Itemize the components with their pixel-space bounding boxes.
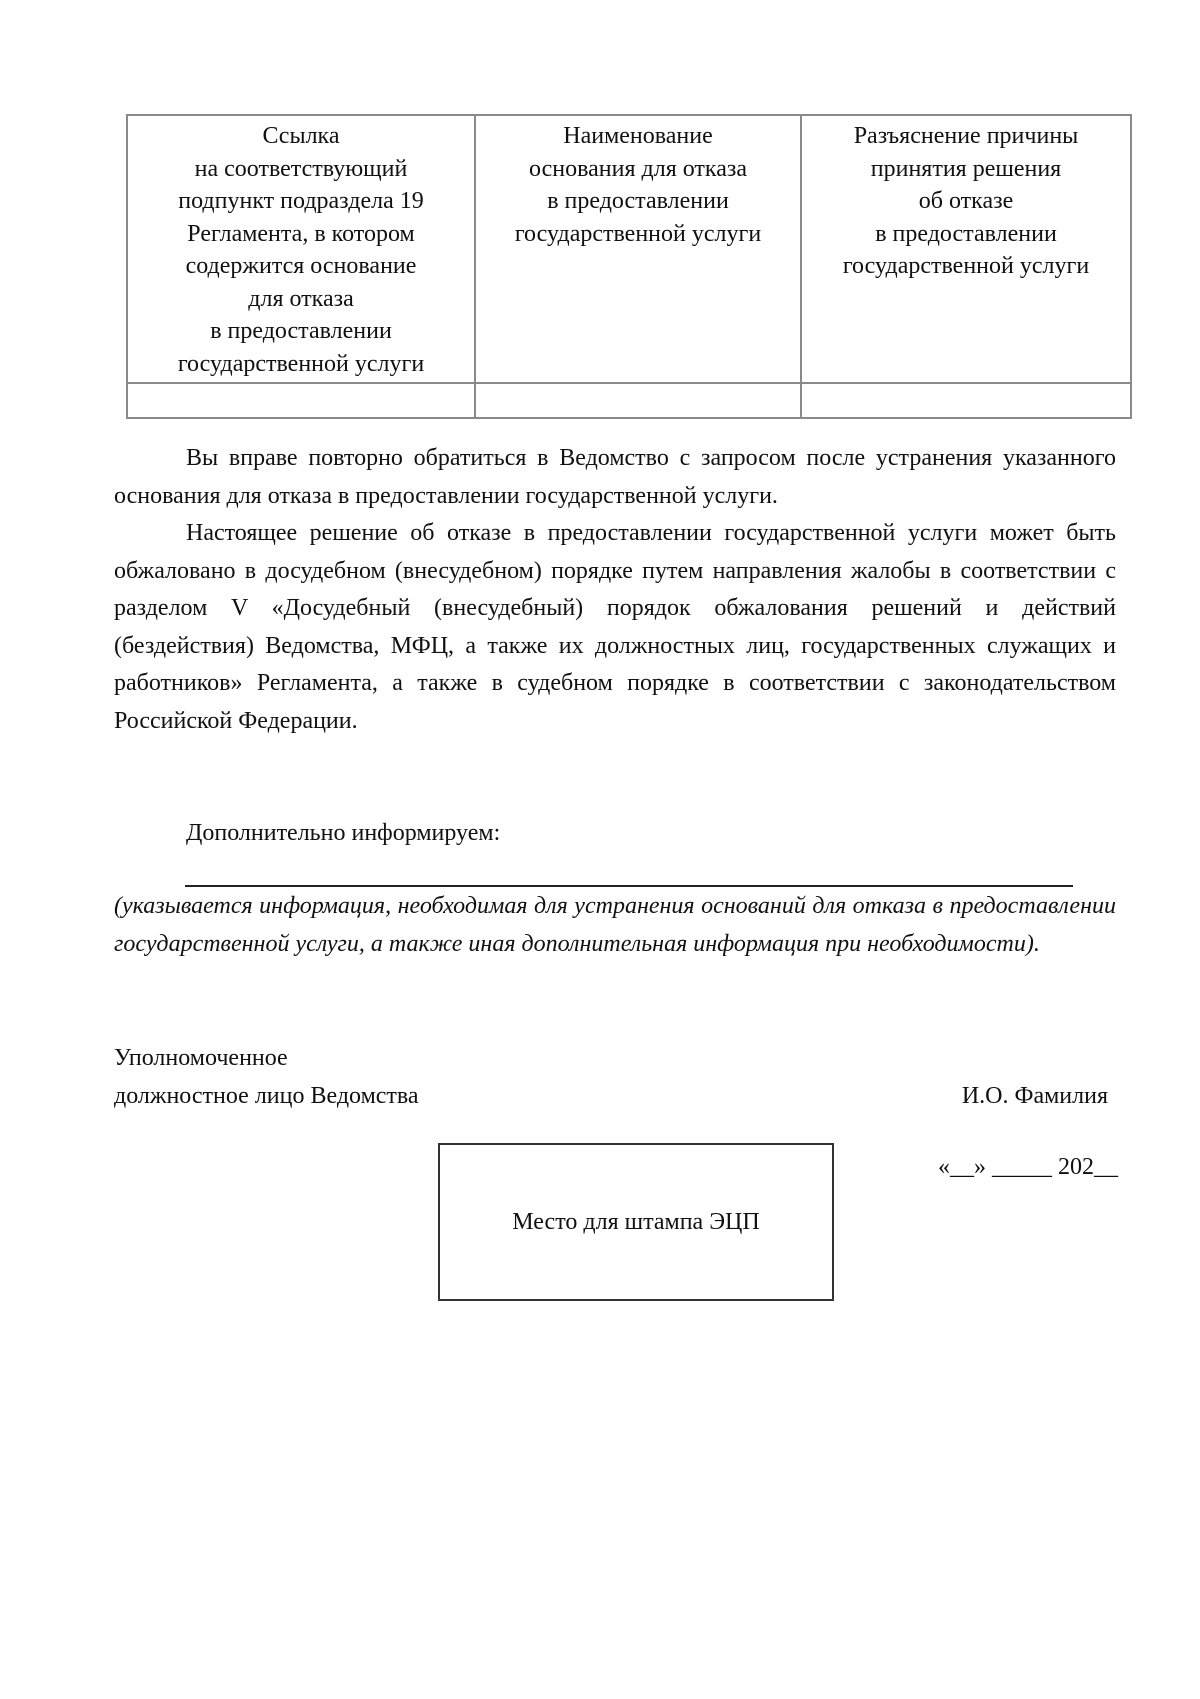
header-regulation-reference: Ссылка на соответствующий подпункт подраздела 19 Регламента, в котором содержится основание для отказа в предоставлении государственной услуги bbox=[127, 115, 475, 383]
additional-info-heading: Дополнительно информируем: bbox=[186, 820, 501, 846]
stamp-label: Место для штампа ЭЦП bbox=[512, 1208, 760, 1235]
date-placeholder: «__» _____ 202__ bbox=[938, 1154, 1118, 1180]
official-name: И.О. Фамилия bbox=[961, 1083, 1108, 1109]
additional-info-note: (указывается информация, необходимая для устранения оснований для отказа в предоставлении государственной услуги, а также иная дополнительная информация при необходимости). bbox=[114, 893, 1116, 957]
signature-stamp-box bbox=[438, 1143, 834, 1301]
header-reason-explanation: Разъяснение причины принятия решения об отказе в предоставлении государственной услуги bbox=[801, 115, 1131, 383]
official-line-1: Уполномоченное bbox=[114, 1045, 288, 1071]
authorized-official-label bbox=[114, 1039, 419, 1115]
repeat-request-paragraph: Вы вправе повторно обратиться в Ведомство с запросом после устранения указанного основания для отказа в предоставлении государственной услуги. bbox=[114, 445, 1116, 509]
table-cell bbox=[801, 383, 1131, 418]
table-header-row bbox=[127, 115, 1131, 383]
table-cell bbox=[475, 383, 801, 418]
table-row bbox=[127, 383, 1131, 418]
table-cell bbox=[127, 383, 475, 418]
official-line-2: должностное лицо Ведомства bbox=[114, 1083, 419, 1109]
refusal-grounds-table bbox=[126, 114, 1132, 419]
appeal-paragraph: Настоящее решение об отказе в предоставлении государственной услуги может быть обжаловано в досудебном (внесудебном) порядке путем направления жалобы в соответствии с разделом V «Досудебный (внесудебный) порядок обжалования решений и действий (бездействия) Ведомства, МФЦ, а также их должностных лиц, государственных служащих и работников» Регламента, а также в судебном порядке в соответствии с законодательством Российской Федерации. bbox=[114, 520, 1116, 734]
header-ground-name: Наименование основания для отказа в предоставлении государственной услуги bbox=[475, 115, 801, 383]
additional-info-fill-line bbox=[185, 885, 1073, 887]
